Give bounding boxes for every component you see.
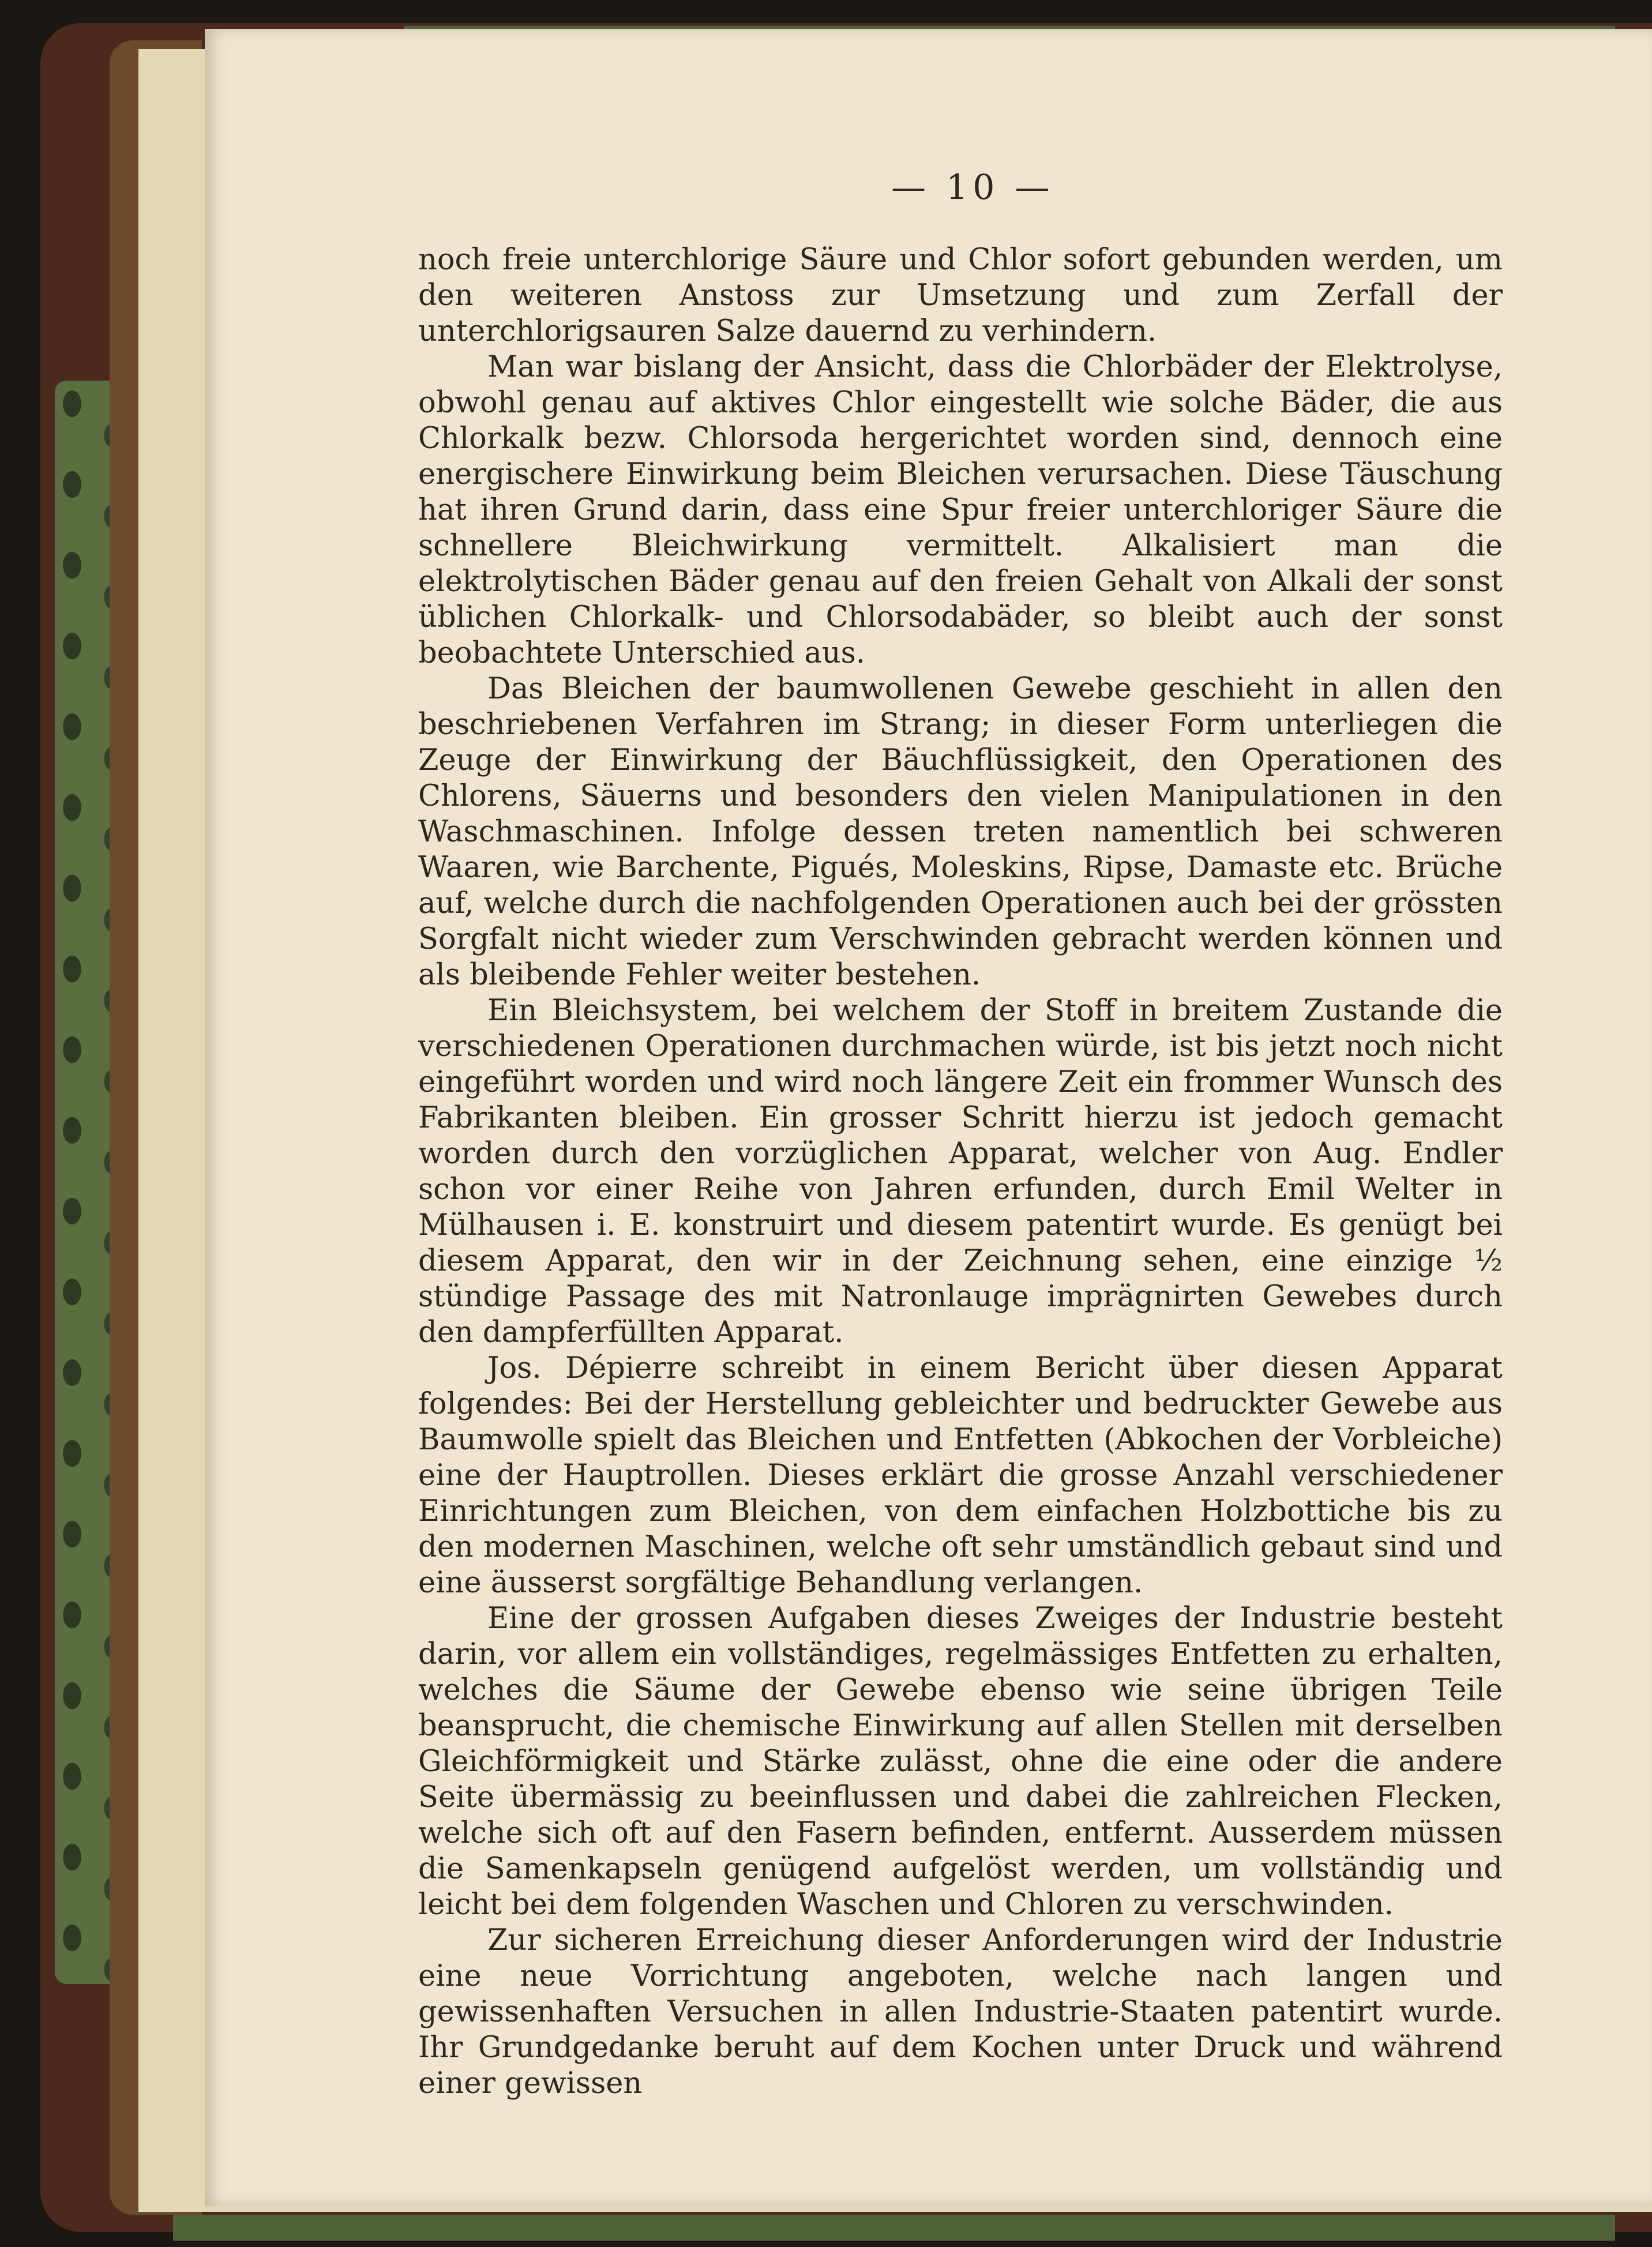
paragraph: noch freie unterchlorige Säure und Chlor sofort gebunden werden, um den weiteren Anstoss zur Umsetzung und zum Zerfall der unterchlorigsauren Salze dauernd zu verhindern.: [418, 243, 1503, 348]
page-text: [418, 242, 1503, 2102]
paragraph: Jos. Dépierre schreibt in einem Bericht über diesen Apparat folgendes: Bei der Herstellung gebleichter und bedruckter Gewebe aus Baumwolle spielt das Bleichen und Entfetten (Abkochen der Vorbleiche) eine der Hauptrollen. Dieses erklärt die grosse Anzahl verschiedener Einrichtungen zum Bleichen, von dem einfachen Holzbottiche bis zu den modernen Maschinen, welche oft sehr umständlich gebaut sind und eine äusserst sorgfältige Behandlung verlangen.: [418, 1351, 1503, 1600]
paragraph: Man war bislang der Ansicht, dass die Chlorbäder der Elektrolyse, obwohl genau auf aktives Chlor eingestellt wie solche Bäder, die aus Chlorkalk bezw. Chlorsoda hergerichtet worden sind, dennoch eine energischere Einwirkung beim Bleichen verursachen. Diese Täuschung hat ihren Grund darin, dass eine Spur freier unterchloriger Säure die schnellere Bleichwirkung vermittelt. Alkalisiert man die elektrolytischen Bäder genau auf den freien Gehalt von Alkali der sonst üblichen Chlorkalk- und Chlorsodabäder, so bleibt auch der sonst beobachtete Unterschied aus.: [418, 350, 1503, 670]
page-number: — 10 —: [891, 167, 1054, 208]
paragraph: Eine der grossen Aufgaben dieses Zweiges der Industrie besteht darin, vor allem ein vollständiges, regelmässiges Entfetten zu erhalten, welches die Säume der Gewebe ebenso wie seine übrigen Teile beansprucht, die chemische Einwirkung auf allen Stellen mit derselben Gleichförmigkeit und Stärke zulässt, ohne die eine oder die andere Seite übermässig zu beeinflussen und dabei die zahlreichen Flecken, welche sich oft auf den Fasern befinden, entfernt. Ausserdem müssen die Samenkapseln genügend aufgelöst werden, um vollständig und leicht bei dem folgenden Waschen und Chloren zu verschwinden.: [418, 1602, 1503, 1922]
paragraph: Das Bleichen der baumwollenen Gewebe geschieht in allen den beschriebenen Verfahren im Strang; in dieser Form unterliegen die Zeuge der Einwirkung der Bäuchflüssigkeit, den Operationen des Chlorens, Säuerns und besonders den vielen Manipulationen in den Waschmaschinen. Infolge dessen treten namentlich bei schweren Waaren, wie Barchente, Pigués, Moleskins, Ripse, Damaste etc. Brüche auf, welche durch die nachfolgenden Operationen auch bei der grössten Sorgfalt nicht wieder zum Verschwinden gebracht werden können und als bleibende Fehler weiter bestehen.: [418, 672, 1503, 992]
binding-leather-bottom: [173, 2215, 1615, 2241]
paragraph: Ein Bleichsystem, bei welchem der Stoff in breitem Zustande die verschiedenen Operationen durchmachen würde, ist bis jetzt noch nicht eingeführt worden und wird noch längere Zeit ein frommer Wunsch des Fabrikanten bleiben. Ein grosser Schritt hierzu ist jedoch gemacht worden durch den vorzüglichen Apparat, welcher von Aug. Endler schon vor einer Reihe von Jahren erfunden, durch Emil Welter in Mülhausen i. E. konstruirt und diesem patentirt wurde. Es genügt bei diesem Apparat, den wir in der Zeichnung sehen, eine einzige ½ stündige Passage des mit Natronlauge imprägnirten Gewebes durch den dampferfüllten Apparat.: [418, 994, 1503, 1350]
paragraph: Zur sicheren Erreichung dieser Anforderungen wird der Industrie eine neue Vorrichtung angeboten, welche nach langen und gewissenhaften Versuchen in allen Industrie-Staaten patentirt wurde. Ihr Grundgedanke beruht auf dem Kochen unter Druck und während einer gewissen: [418, 1923, 1503, 2101]
